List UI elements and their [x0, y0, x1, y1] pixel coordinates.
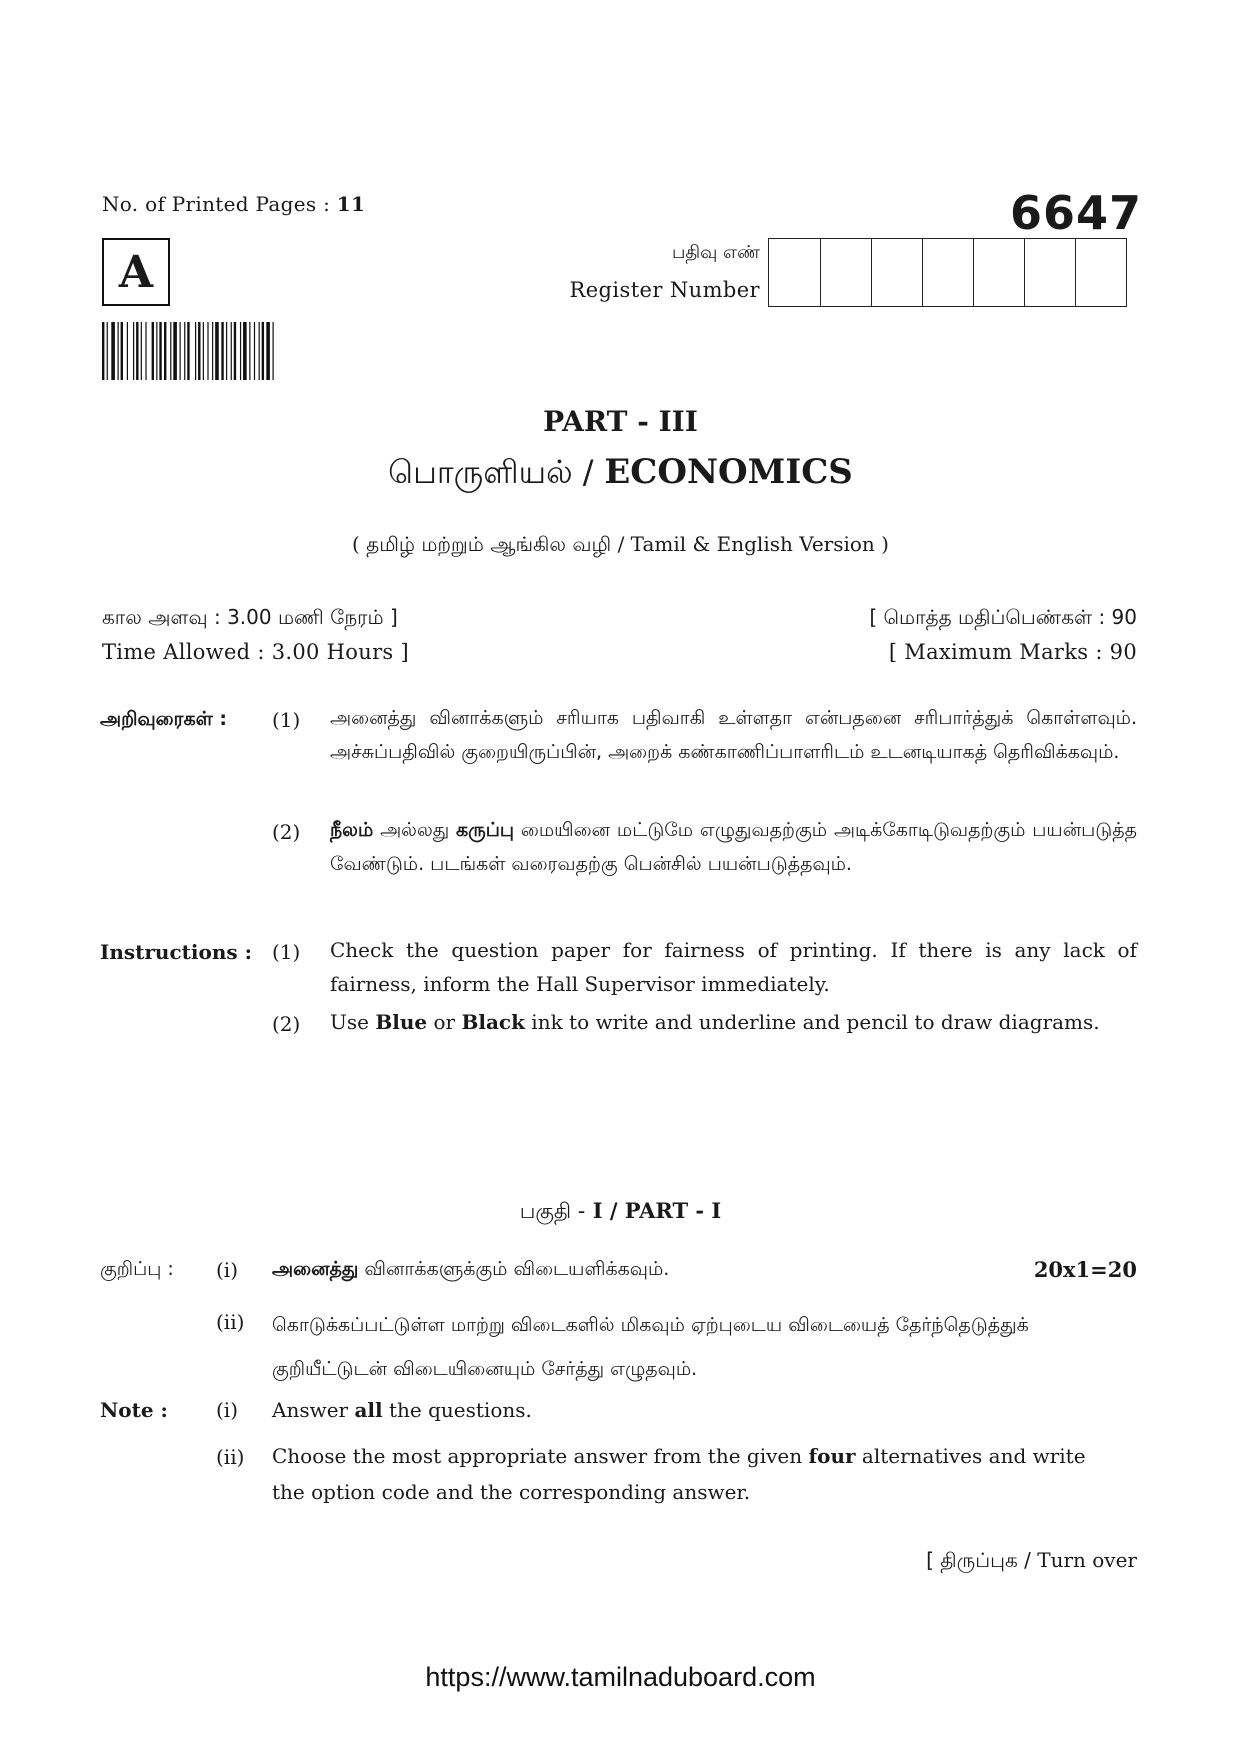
time-allowed-tamil: கால அளவு : 3.00 மணி நேரம் ] [102, 605, 398, 629]
time-allowed-english: Time Allowed : 3.00 Hours ] [102, 640, 409, 664]
paper-code: 6647 [1010, 186, 1143, 240]
blue-word: Blue [375, 1010, 428, 1034]
footer-url[interactable]: https://www.tamilnaduboard.com [425, 1662, 816, 1692]
note-english-label: Note : [100, 1398, 168, 1422]
turn-over-english: Turn over [1037, 1548, 1137, 1572]
subject-title [0, 452, 1241, 495]
note-english-text: Answer all the questions. [272, 1398, 532, 1422]
register-label-tamil: பதிவு எண் [671, 242, 760, 263]
instruction-english-number: (2) [272, 1012, 301, 1036]
turn-over-tamil: [ திருப்புக / [926, 1548, 1031, 1572]
note-english-number: (ii) [216, 1445, 245, 1469]
note-tamil-label: குறிப்பு : [100, 1258, 174, 1280]
register-digit-box[interactable] [1024, 239, 1075, 306]
note-english-text: Choose the most appropriate answer from the given four alternatives and write the option code and the corresponding answer. [272, 1444, 1086, 1504]
register-digit-box[interactable] [820, 239, 871, 306]
register-digit-box[interactable] [1075, 239, 1126, 306]
version-line: ( தமிழ் மற்றும் ஆங்கில வழி / Tamil & English Version ) [352, 532, 889, 556]
series-box: A [102, 238, 170, 306]
note-tamil-text: கொடுக்கப்பட்டுள்ள மாற்று விடைகளில் மிகவும் ஏற்புடைய விடையைத் தேர்ந்தெடுத்துக் குறியீட்டுடன் விடையினையும் சேர்த்து எழுதவும். [272, 1314, 1029, 1380]
register-digit-box[interactable] [769, 239, 820, 306]
instructions-tamil-label: அறிவுரைகள் : [100, 708, 227, 730]
subject-english: ECONOMICS [604, 452, 853, 492]
section-heading-english: I / PART - I [592, 1198, 722, 1223]
note-tamil-number: (ii) [216, 1310, 245, 1334]
maximum-marks-english: [ Maximum Marks : 90 [888, 640, 1137, 664]
section-heading [0, 1198, 1241, 1226]
black-word-tamil: கருப்பு [456, 819, 515, 841]
instruction-english-text: Check the question paper for fairness of printing. If there is any lack of fairness, inform the Hall Supervisor immediately. [330, 938, 1137, 996]
instruction-tamil-number: (1) [272, 708, 301, 732]
instruction-english-text: Use Blue or Black ink to write and underline and pencil to draw diagrams. [330, 1010, 1100, 1034]
printed-pages-label: No. of Printed Pages : [102, 192, 331, 216]
instructions-english-label: Instructions : [100, 940, 252, 964]
turn-over-note [926, 1548, 1137, 1575]
note-tamil-text: அனைத்து வினாக்களுக்கும் விடையளிக்கவும். [272, 1258, 670, 1280]
register-digit-box[interactable] [922, 239, 973, 306]
part-title: PART - III [543, 405, 698, 438]
register-label-english: Register Number [569, 278, 760, 302]
note-english-number: (i) [216, 1398, 239, 1422]
all-word: all [354, 1398, 383, 1422]
all-word-tamil: அனைத்து [272, 1258, 359, 1280]
register-digit-box[interactable] [973, 239, 1024, 306]
register-number-boxes[interactable] [768, 238, 1127, 307]
four-word: four [808, 1444, 856, 1468]
section-heading-tamil: பகுதி - [519, 1199, 586, 1223]
instruction-tamil-text: நீலம் அல்லது கருப்பு மையினை மட்டுமே எழுதுவதற்கும் அடிக்கோடிடுவதற்கும் பயன்படுத்த வேண்டும். படங்கள் வரைவதற்கு பென்சில் பயன்படுத்தவும். [330, 819, 1137, 875]
instruction-tamil-number: (2) [272, 820, 301, 844]
subject-tamil: பொருளியல் / [388, 453, 594, 491]
instruction-tamil-text: அனைத்து வினாக்களும் சரியாக பதிவாகி உள்ளதா என்பதனை சரிபார்த்துக் கொள்ளவும். அச்சுப்பதிவில் குறையிருப்பின், அறைக் கண்காணிப்பாளரிடம் உடனடியாகத் தெரிவிக்கவும். [330, 707, 1137, 763]
barcode-image [102, 322, 332, 380]
printed-pages-line [102, 192, 365, 216]
blue-word-tamil: நீலம் [330, 819, 374, 841]
note-tamil-number: (i) [216, 1258, 239, 1282]
register-digit-box[interactable] [871, 239, 922, 306]
instruction-english-number: (1) [272, 940, 301, 964]
marks-scheme: 20x1=20 [1033, 1257, 1137, 1282]
black-word: Black [461, 1010, 525, 1034]
printed-pages-value: 11 [336, 192, 366, 216]
maximum-marks-tamil: [ மொத்த மதிப்பெண்கள் : 90 [869, 605, 1137, 629]
